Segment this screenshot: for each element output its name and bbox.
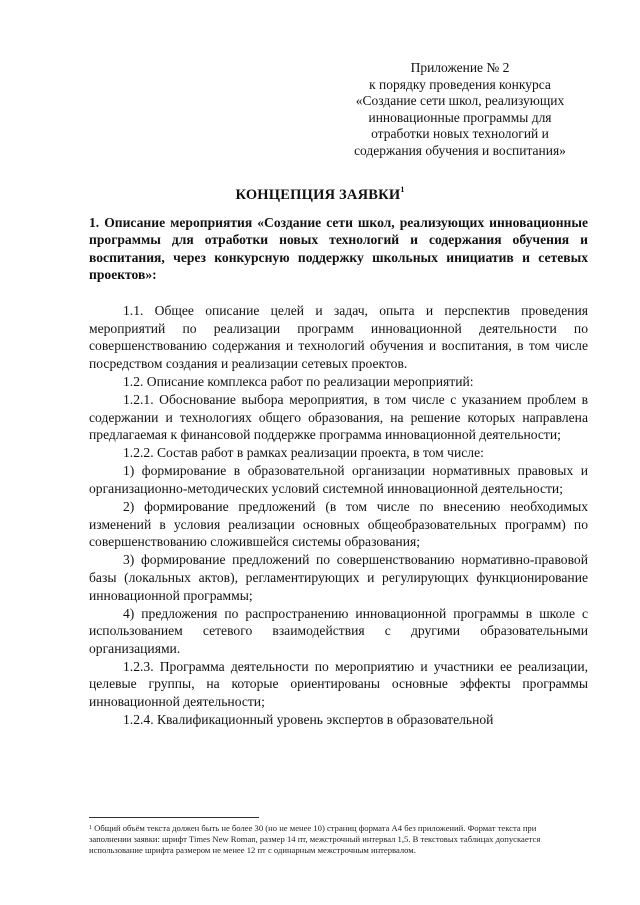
appendix-line: отработки новых технологий и [371,126,549,141]
paragraph: 1.2.4. Квалификационный уровень экспертов в образовательной [123,712,494,728]
list-item: 3) формирование предложений по совершенствованию нормативно-правовой базы (локальных актов), регламентирующих и регулирующих функционирование инновационной программы; [89,552,588,603]
list-item: 4) предложения по распространению инновационной программы в школе с использованием сетевого взаимодействия с другими образовательными организациями. [89,605,588,656]
section-heading: 1. Описание мероприятия «Создание сети школ, реализующих инновационные программы для отработки новых технологий и содержания обучения и воспитания, через конкурсную поддержку школьных инициатив и сетевых проектов»: [89,215,588,282]
footnote-reference[interactable]: 1 [400,185,405,194]
appendix-line: инновационные программы для [368,109,552,125]
footnote-divider [89,817,259,818]
appendix-header [330,60,590,159]
paragraph: 1.2. Описание комплекса работ по реализации мероприятий: [123,373,474,389]
appendix-number: Приложение № 2 [410,60,510,75]
list-item: 1) формирование в образовательной организации нормативных правовых и организационно-методических условий системной инновационной деятельности; [89,463,588,496]
document-body [89,302,588,729]
appendix-line: содержания обучения и воспитания» [354,142,566,158]
appendix-line: «Создание сети школ, реализующих [355,93,565,108]
document-title-text: КОНЦЕПЦИЯ ЗАЯВКИ [235,187,401,203]
footnote [89,823,559,856]
paragraph: 1.2.3. Программа деятельности по мероприятию и участники ее реализации, целевые группы, на которые ориентированы основные эффекты программы инновационной деятельности; [89,658,588,710]
footnote-mark: 1 [89,825,92,831]
document-title [0,187,640,204]
paragraph: 1.1. Общее описание целей и задач, опыта и перспектив проведения мероприятий по реализации программ инновационной деятельности по совершенствованию содержания и технологий обучения и воспитания, в том числе посредством создания и реализации сетевых проектов. [89,303,588,371]
paragraph: 1.2.1. Обоснование выбора мероприятия, в том числе с указанием проблем в содержании и технологиях общего образования, на решение которых направлена предлагаемая к финансовой поддержке программа инновационной деятельности; [89,391,588,443]
list-item: 2) формирование предложений (в том числе по внесению необходимых изменений в условия реализации основных общеобразовательных программ) по совершенствованию сложившейся системы образования; [89,499,588,550]
paragraph: 1.2.2. Состав работ в рамках реализации проекта, в том числе: [123,445,484,461]
appendix-line: к порядку проведения конкурса [369,76,551,92]
footnote-text: Общий объём текста должен быть не более 30 (но не менее 10) страниц формата А4 без приложений. Формат текста при заполнении заявки: шрифт Times New Roman, размер 14 пт, межстрочный интервал 1,5. В текстовых таблицах допускается использование шрифта размером не менее 12 пт с одинарным межстрочным интервалом. [89,823,541,855]
